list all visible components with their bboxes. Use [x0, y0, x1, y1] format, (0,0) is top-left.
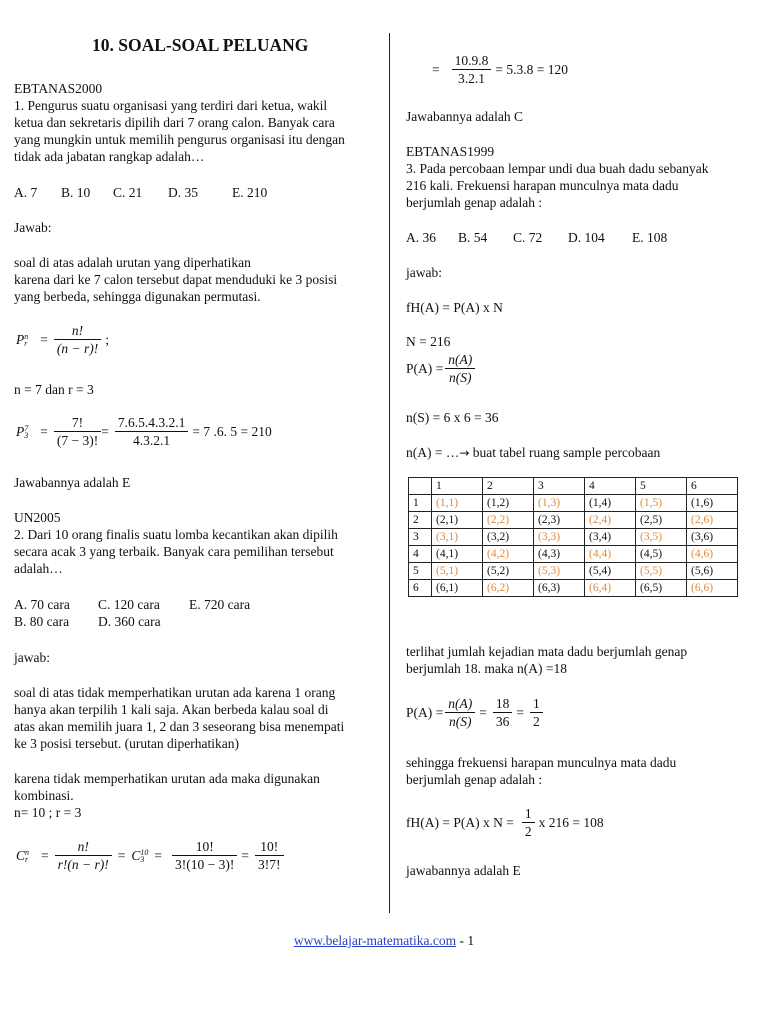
table-cell: (2,2) [483, 512, 534, 529]
table-cell: (6,1) [432, 580, 483, 597]
q2-line-2: secara acak 3 yang terbaik. Banyak cara pemilihan tersebut [14, 544, 334, 559]
n-r-values-1: n = 7 dan r = 3 [14, 382, 94, 397]
table-cell: (2,6) [687, 512, 738, 529]
table-cell: (1,5) [636, 495, 687, 512]
q1-jawab: Jawab: [14, 220, 52, 235]
permutation-calculation: P 7 3 = $\frac{7!}{(7 - 3)!}$ = $\frac{7.6.5.4.3.2.1}{4.3.2.1}$ = 7 .6. 5 = 210 [16, 415, 272, 448]
q1-line-2: ketua dan sekretaris dipilih dari 7 orang calon. Banyak cara [14, 115, 335, 130]
q1-explanation-2: karena dari ke 7 calon tersebut dapat menduduki ke 3 posisi [14, 272, 338, 287]
q1-explanation-3: yang berbeda, sehingga digunakan permutasi. [14, 289, 261, 304]
n-value: N = 216 [406, 334, 451, 349]
table-cell: (5,6) [687, 563, 738, 580]
table-cell: (6,2) [483, 580, 534, 597]
table-header-cell: 1 [432, 478, 483, 495]
q1-option-b: B. 10 [61, 185, 91, 200]
table-cell: (3,1) [432, 529, 483, 546]
table-cell: (1,6) [687, 495, 738, 512]
q1-option-d: D. 35 [168, 185, 198, 200]
table-row [409, 529, 738, 546]
probability-calculation: P(A) = $\frac{n(A)}{n(S)}$ = $\frac{18}{36}$ = $\frac{1}{2}$ [406, 695, 543, 730]
q3-option-e: E. 108 [632, 230, 668, 245]
right-arrow-icon: → [459, 446, 470, 460]
q1-option-a: A. 7 [14, 185, 38, 200]
q3-option-a: A. 36 [406, 230, 436, 245]
table-cell: (1,1) [432, 495, 483, 512]
table-cell: (1,4) [585, 495, 636, 512]
q2-option-b: B. 80 cara [14, 614, 70, 629]
row-label: 2 [409, 512, 432, 529]
table-header-cell: 3 [534, 478, 585, 495]
q2-explanation-2: hanya akan terpilih 1 kali saja. Akan berbeda kalau soal di [14, 702, 329, 717]
q3-line-3: berjumlah genap adalah : [406, 195, 543, 210]
table-cell: (1,2) [483, 495, 534, 512]
table-row [409, 495, 738, 512]
q3-option-d: D. 104 [568, 230, 605, 245]
q2-explanation-5: karena tidak memperhatikan urutan ada maka digunakan [14, 771, 320, 786]
row-label: 6 [409, 580, 432, 597]
q1-explanation-1: soal di atas adalah urutan yang diperhatikan [14, 255, 251, 270]
q2-option-a: A. 70 cara [14, 597, 70, 612]
table-cell: (2,4) [585, 512, 636, 529]
n-r-values-2: n= 10 ; r = 3 [14, 805, 82, 820]
sample-space-table [408, 477, 738, 597]
table-cell: (3,2) [483, 529, 534, 546]
combination-calculation: C n r = $\frac{n!}{r!(n - r)!}$ = C 10 3 = $\frac{10!}{3!(10 - 3)!}$ = $\frac{10!}{3!7!}$ [16, 838, 284, 873]
table-header-cell: 6 [687, 478, 738, 495]
q2-answer: Jawabannya adalah C [406, 109, 523, 124]
website-link[interactable]: www.belajar-matematika.com [293, 933, 457, 948]
table-row [409, 580, 738, 597]
q2-explanation-3: atas akan memilih juara 1, 2 dan 3 seseorang bisa menempati [14, 719, 345, 734]
q2-line-1: 2. Dari 10 orang finalis suatu lomba kecantikan akan dipilih [14, 527, 338, 542]
table-cell: (4,3) [534, 546, 585, 563]
q2-explanation-1: soal di atas tidak memperhatikan urutan ada karena 1 orang [14, 685, 336, 700]
table-cell: (4,5) [636, 546, 687, 563]
q1-line-3: yang mungkin untuk memilih pengurus organisasi itu dengan [14, 132, 345, 147]
table-cell: (5,1) [432, 563, 483, 580]
table-cell: (5,4) [585, 563, 636, 580]
q2-jawab: jawab: [14, 650, 50, 665]
table-cell: (1,3) [534, 495, 585, 512]
row-label: 3 [409, 529, 432, 546]
footer [0, 932, 768, 949]
probability-formula: P(A) = $\frac{n(A)}{n(S)}$ [406, 351, 475, 386]
table-cell: (3,5) [636, 529, 687, 546]
event-size-line [406, 444, 660, 462]
table-cell: (5,3) [534, 563, 585, 580]
table-header-row [409, 478, 738, 495]
q3-option-b: B. 54 [458, 230, 488, 245]
row-label: 5 [409, 563, 432, 580]
table-row [409, 546, 738, 563]
q3-jawab: jawab: [406, 265, 442, 280]
q3-answer: jawabannya adalah E [406, 863, 521, 878]
table-cell: (2,1) [432, 512, 483, 529]
conclusion-line-3: sehingga frekuensi harapan munculnya mata dadu [406, 755, 677, 770]
permutation-formula: P n r = $\frac{n!}{(n - r)!}$ ; [16, 323, 109, 356]
table-cell: (3,4) [585, 529, 636, 546]
q2-line-3: adalah… [14, 561, 63, 576]
table-cell: (5,2) [483, 563, 534, 580]
table-cell: (2,3) [534, 512, 585, 529]
row-label: 4 [409, 546, 432, 563]
page-number: - 1 [459, 933, 475, 948]
q1-option-c: C. 21 [113, 185, 143, 200]
table-cell: (4,1) [432, 546, 483, 563]
table-cell: (4,2) [483, 546, 534, 563]
q2-explanation-6: kombinasi. [14, 788, 74, 803]
sample-space-size: n(S) = 6 x 6 = 36 [406, 410, 499, 425]
row-label: 1 [409, 495, 432, 512]
table-cell: (6,4) [585, 580, 636, 597]
table-header-cell: 4 [585, 478, 636, 495]
table-cell: (2,5) [636, 512, 687, 529]
conclusion-line-4: berjumlah genap adalah : [406, 772, 543, 787]
q1-line-1: 1. Pengurus suatu organisasi yang terdiri dari ketua, wakil [14, 98, 328, 113]
table-row [409, 512, 738, 529]
frequency-calculation: fH(A) = P(A) x N = $\frac{1}{2}$ x 216 = 108 [406, 806, 604, 839]
event-size-text: n(A) = … [406, 445, 460, 460]
q1-option-e: E. 210 [232, 185, 268, 200]
table-cell: (6,5) [636, 580, 687, 597]
event-size-tail: buat tabel ruang sample percobaan [469, 445, 661, 460]
table-cell: (3,3) [534, 529, 585, 546]
table-cell: (4,4) [585, 546, 636, 563]
table-cell: (6,3) [534, 580, 585, 597]
table-header-cell: 5 [636, 478, 687, 495]
conclusion-line-2: berjumlah 18. maka n(A) =18 [406, 661, 567, 676]
q3-line-2: 216 kali. Frekuensi harapan munculnya mata dadu [406, 178, 679, 193]
q1-source: EBTANAS2000 [14, 81, 103, 96]
q2-option-c: C. 120 cara [98, 597, 160, 612]
q2-option-e: E. 720 cara [189, 597, 251, 612]
table-row [409, 563, 738, 580]
q2-source: UN2005 [14, 510, 61, 525]
page-title: 10. SOAL-SOAL PELUANG [92, 35, 309, 55]
q3-line-1: 3. Pada percobaan lempar undi dua buah dadu sebanyak [406, 161, 709, 176]
q3-option-c: C. 72 [513, 230, 543, 245]
fh-formula: fH(A) = P(A) x N [406, 300, 503, 315]
q3-source: EBTANAS1999 [406, 144, 495, 159]
table-cell: (5,5) [636, 563, 687, 580]
table-header-cell: 2 [483, 478, 534, 495]
table-cell: (4,6) [687, 546, 738, 563]
q2-option-d: D. 360 cara [98, 614, 161, 629]
column-divider [389, 33, 390, 913]
table-header-cell [409, 478, 432, 495]
q1-line-4: tidak ada jabatan rangkap adalah… [14, 149, 205, 164]
q1-answer: Jawabannya adalah E [14, 475, 131, 490]
continued-calculation: = $\frac{10.9.8}{3.2.1}$ = 5.3.8 = 120 [432, 53, 568, 86]
conclusion-line-1: terlihat jumlah kejadian mata dadu berjumlah genap [406, 644, 688, 659]
table-cell: (3,6) [687, 529, 738, 546]
q2-explanation-4: ke 3 posisi tersebut. (urutan diperhatikan) [14, 736, 239, 751]
table-cell: (6,6) [687, 580, 738, 597]
